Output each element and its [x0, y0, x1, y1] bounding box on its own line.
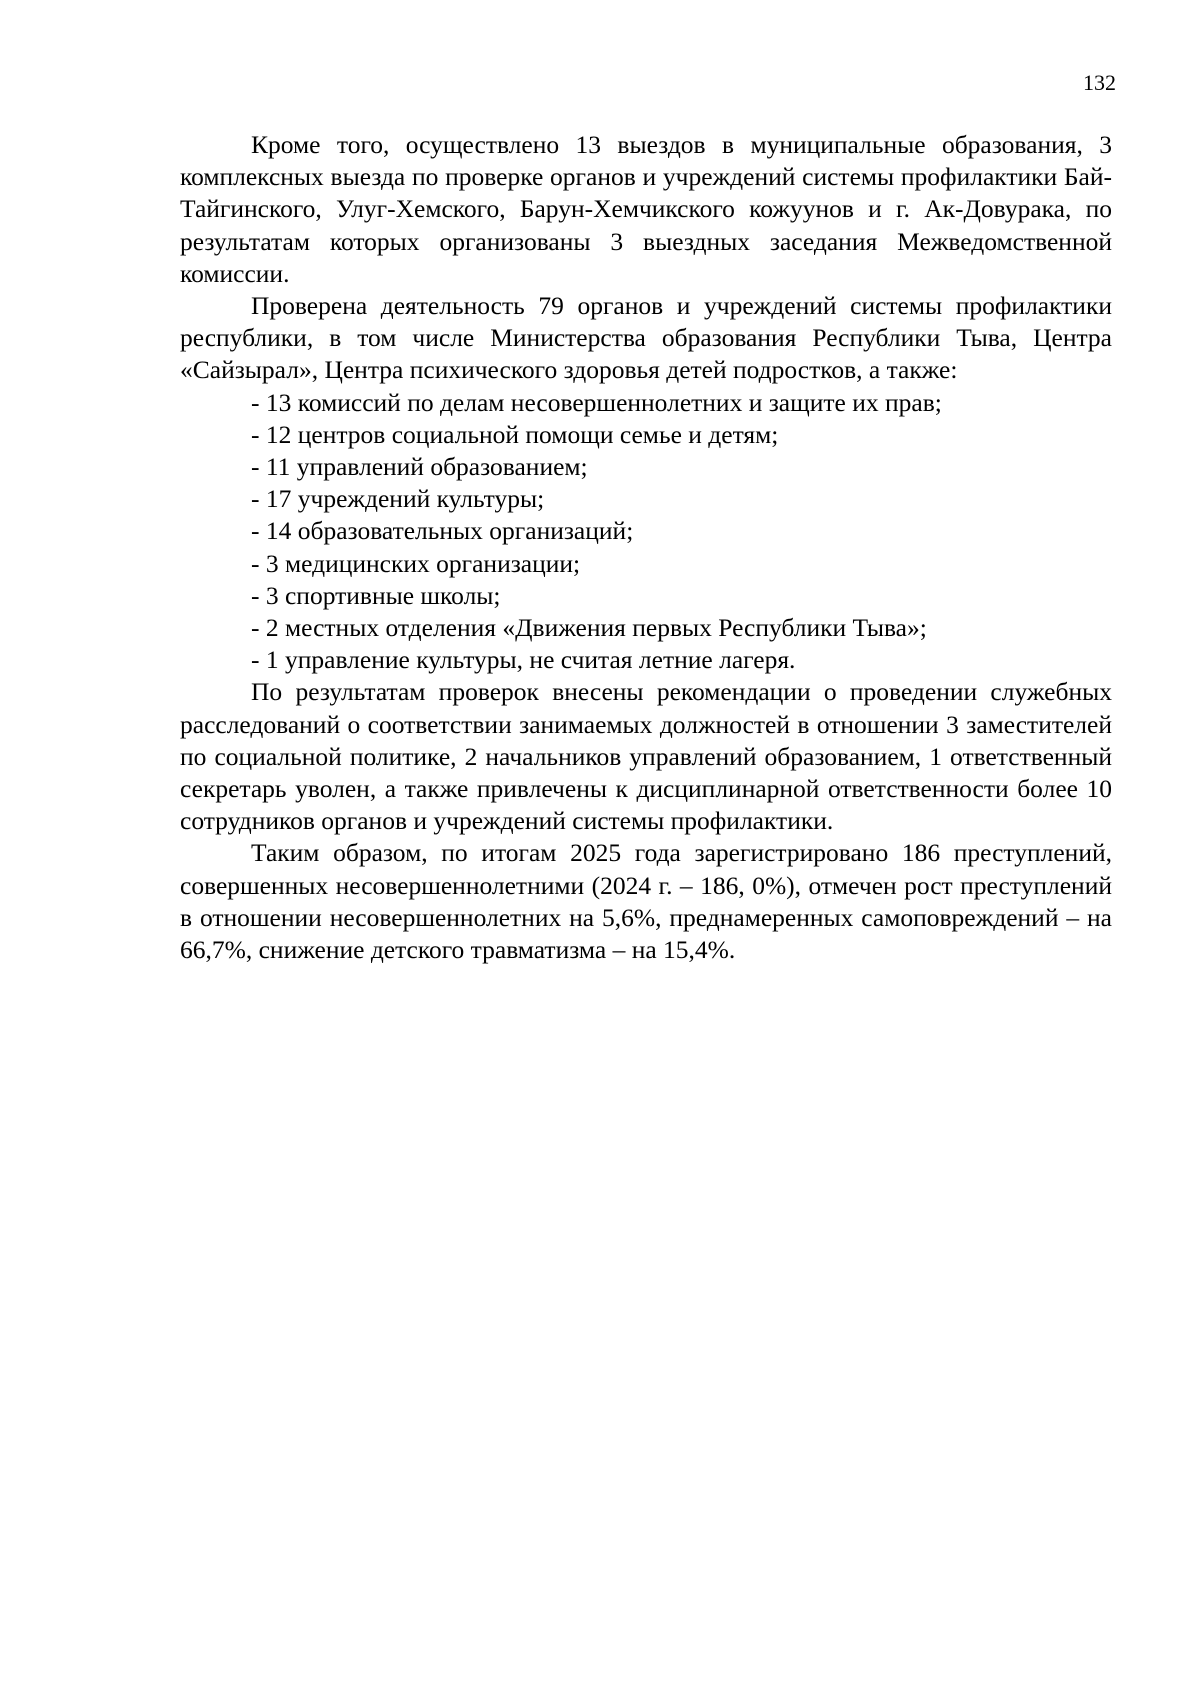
- page-number: 132: [1083, 70, 1116, 95]
- paragraph-field-trips: Кроме того, осуществлено 13 выездов в муниципальные образования, 3 комплексных выезда по проверке органов и учреждений системы профилактики Бай-Тайгинского, Улуг-Хемского, Барун-Хемчикского кожуунов и г. Ак-Довурака, по результатам которых организованы 3 выездных заседания Межведомственной комиссии.: [180, 130, 1112, 288]
- list-item: - 13 комиссий по делам несовершеннолетних и защите их прав;: [251, 387, 942, 417]
- paragraph-inspection-results: По результатам проверок внесены рекомендации о проведении служебных расследований о соответствии занимаемых должностей в отношении 3 заместителей по социальной политике, 2 начальников управлений образованием, 1 ответственный секретарь уволен, а также привлечены к дисциплинарной ответственности более 10 сотрудников органов и учреждений системы профилактики.: [180, 677, 1112, 836]
- inspected-bodies-list: [180, 387, 1112, 677]
- document-body: [180, 129, 1112, 966]
- list-item: - 3 спортивные школы;: [251, 580, 501, 610]
- list-item: - 11 управлений образованием;: [251, 452, 588, 482]
- list-item: - 14 образовательных организаций;: [251, 516, 634, 546]
- paragraph-summary: Таким образом, по итогам 2025 года зарегистрировано 186 преступлений, совершенных несовершеннолетними (2024 г. – 186, 0%), отмечен рост преступлений в отношении несовершеннолетних на 5,6%, преднамеренных самоповреждений – на 66,7%, снижение детского травматизма – на 15,4%.: [180, 838, 1112, 965]
- list-item: - 12 центров социальной помощи семье и детям;: [251, 419, 779, 449]
- list-item: - 1 управление культуры, не считая летние лагеря.: [251, 645, 796, 675]
- list-item: - 3 медицинских организации;: [251, 548, 581, 578]
- list-item: - 17 учреждений культуры;: [251, 484, 545, 514]
- paragraph-inspections: Проверена деятельность 79 органов и учреждений системы профилактики республики, в том числе Министерства образования Республики Тыва, Центра «Сайзырал», Центра психического здоровья детей подростков, а также:: [180, 291, 1112, 385]
- list-item: - 2 местных отделения «Движения первых Республики Тыва»;: [251, 613, 927, 643]
